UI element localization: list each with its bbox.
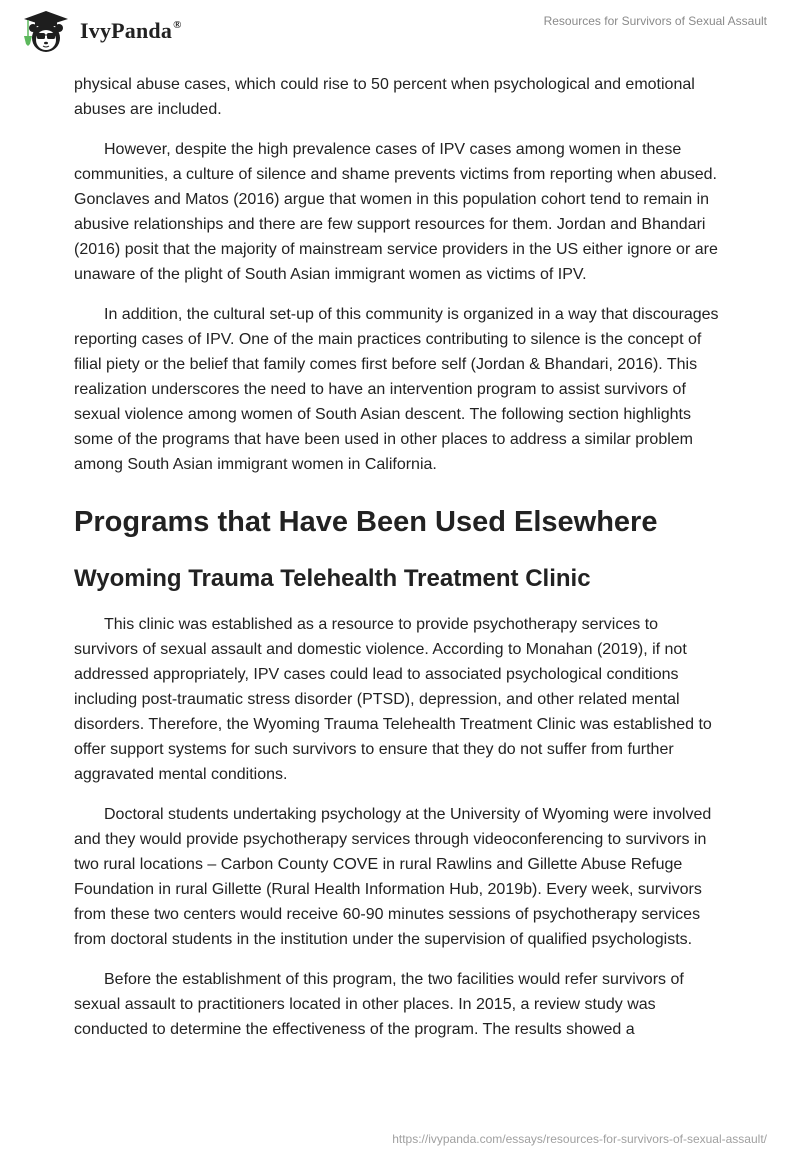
document-title: Resources for Survivors of Sexual Assault — [543, 14, 767, 28]
paragraph: Before the establishment of this program, the two facilities would refer survivors of sexual assault to practitioners located in other places. In 2015, a review study was conducted to determine the effectiveness of the program. The results showed a — [74, 971, 684, 1038]
essay-content — [74, 72, 726, 1057]
paragraph: This clinic was established as a resource to provide psychotherapy services to survivors of sexual assault and domestic violence. According to Monahan (2019), if not addressed appropriately, IPV cases could lead to associated psychological conditions including post-traumatic stress disorder (PTSD), depression, and other related mental disorders. Therefore, the Wyoming Trauma Telehealth Treatment Clinic was established to offer support systems for such survivors to ensure that they do not suffer from further aggravated mental conditions. — [74, 616, 712, 783]
paragraph: However, despite the high prevalence cases of IPV cases among women in these communities, a culture of silence and shame prevents victims from reporting when abused. Gonclaves and Matos (2016) argue that women in this population cohort tend to remain in abusive relationships and there are few support resources for them. Jordan and Bhandari (2016) posit that the majority of mainstream service providers in the US either ignore or are unaware of the plight of South Asian immigrant women as victims of IPV. — [74, 141, 718, 283]
brand-name: IvyPanda® — [80, 18, 182, 43]
registered-mark: ® — [173, 19, 182, 31]
ivypanda-logo[interactable] — [16, 8, 182, 54]
subsection-heading: Wyoming Trauma Telehealth Treatment Clinic — [74, 565, 591, 592]
source-url-link[interactable]: https://ivypanda.com/essays/resources-for-survivors-of-sexual-assault/ — [392, 1132, 767, 1146]
panda-graduation-cap-icon — [16, 8, 76, 54]
page-header — [0, 0, 800, 62]
section-heading: Programs that Have Been Used Elsewhere — [74, 506, 658, 538]
paragraph: Doctoral students undertaking psychology at the University of Wyoming were involved and they would provide psychotherapy services through videoconferencing to survivors in two rural locations – Carbon County COVE in rural Rawlins and Gillette Abuse Refuge Foundation in rural Gillette (Rural Health Information Hub, 2019b). Every week, survivors from these two centers would receive 60-90 minutes sessions of psychotherapy services from doctoral students in the institution under the supervision of qualified psychologists. — [74, 806, 712, 948]
paragraph: physical abuse cases, which could rise to 50 percent when psychological and emotional abuses are included. — [74, 76, 695, 118]
paragraph: In addition, the cultural set-up of this community is organized in a way that discourages reporting cases of IPV. One of the main practices contributing to silence is the concept of filial piety or the belief that family comes first before self (Jordan & Bhandari, 2016). This realization underscores the need to have an intervention program to assist survivors of sexual violence among women of South Asian descent. The following section highlights some of the programs that have been used in other places to address a similar problem among South Asian immigrant women in California. — [74, 306, 719, 473]
